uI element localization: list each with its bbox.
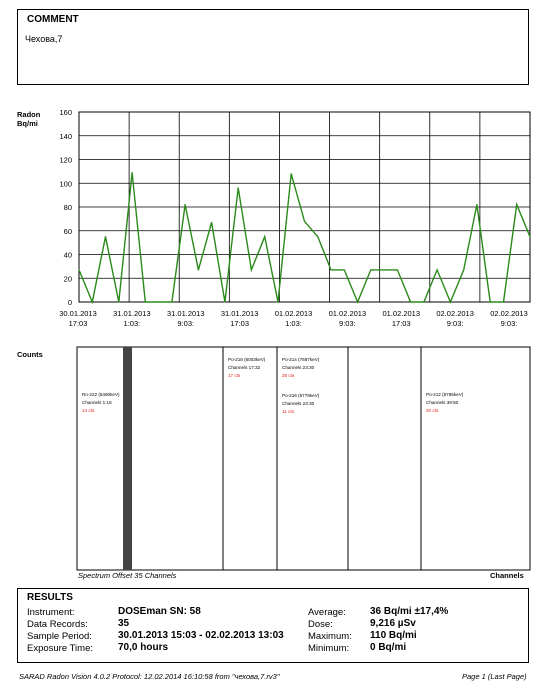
radon-data-point [211, 222, 212, 223]
radon-data-point [198, 269, 199, 270]
radon-data-point [437, 269, 438, 270]
radon-y-tick: 80 [63, 203, 72, 212]
radon-x-tick-date: 02.02.2013 [436, 309, 474, 318]
radon-data-point [291, 173, 292, 174]
radon-chart [0, 0, 553, 340]
peak-channels: Channels 17:32 [228, 365, 261, 370]
footer-protocol: SARAD Radon Vision 4.0.2 Protocol: 12.02.2014 16:10:58 from "чехова,7.rv3" [19, 672, 280, 681]
radon-data-point [264, 236, 265, 237]
results-title: RESULTS [27, 592, 73, 603]
radon-x-tick-date: 01.02.2013 [328, 309, 367, 318]
radon-x-tick-time: 9:03: [446, 319, 464, 328]
radon-data-point [410, 301, 411, 302]
spectrum-frame [77, 347, 530, 570]
footer-page: Page 1 (Last Page) [462, 672, 527, 681]
maximum-label: Maximum: [308, 631, 352, 642]
radon-series-line [79, 173, 530, 302]
radon-data-point [158, 301, 159, 302]
spectrum-ylabel: Counts [17, 350, 43, 359]
radon-y-tick-labels [59, 108, 72, 307]
radon-x-tick-date: 31.01.2013 [220, 309, 259, 318]
peak-name: Po-218 (6003keV) [228, 357, 266, 362]
radon-data-point [450, 301, 451, 302]
radon-data-point [224, 301, 225, 302]
radon-y-tick: 100 [59, 179, 72, 189]
records-value: 35 [118, 618, 130, 629]
radon-x-tick-date: 02.02.2013 [490, 309, 528, 318]
radon-y-tick: 40 [63, 250, 72, 260]
peak-name: Po-216 (6779keV) [282, 393, 320, 398]
radon-data-point [145, 301, 146, 302]
radon-x-tick-labels [59, 309, 528, 328]
radon-y-tick: 0 [67, 298, 72, 307]
peak-channels: Channels 23:30 [282, 365, 315, 370]
peak-counts: 20 cts [426, 408, 439, 413]
spectrum-offset-label: Spectrum Offset 35 Channels [78, 571, 177, 580]
records-label: Data Records: [27, 619, 88, 630]
dose-label: Dose: [308, 619, 333, 630]
radon-data-point [304, 221, 305, 222]
dose-value: 9,216 µSv [370, 618, 416, 629]
radon-data-point [463, 269, 464, 270]
peak-name: Po-214 (7687keV) [282, 357, 320, 362]
radon-x-tick-time: 1:03: [123, 319, 141, 328]
radon-ylabel-line2: Bq/mi [17, 119, 38, 128]
radon-x-tick-date: 31.01.2013 [166, 309, 205, 318]
maximum-value: 110 Bq/mi [370, 630, 417, 641]
radon-data-point [490, 301, 491, 302]
radon-y-tick: 160 [59, 108, 72, 117]
radon-x-tick-time: 9:03: [339, 319, 356, 328]
peak-channels: Channels 23:30 [282, 401, 315, 406]
radon-data-point [251, 269, 252, 270]
radon-data-point [357, 301, 358, 302]
average-value: 36 Bq/mi ±17,4% [370, 606, 449, 617]
peak-channels: Channels 1:16 [82, 400, 112, 405]
radon-data-point [370, 269, 371, 270]
radon-x-tick-time: 17:03 [391, 319, 411, 328]
peak-counts: 14 cts [82, 408, 95, 413]
exposure-value: 70,0 hours [118, 642, 169, 653]
exposure-label: Exposure Time: [27, 643, 93, 654]
minimum-label: Minimum: [308, 643, 350, 654]
radon-x-tick-time: 17:03 [68, 319, 88, 328]
radon-y-tick: 60 [63, 226, 72, 236]
average-label: Average: [308, 607, 346, 618]
radon-data-point [529, 236, 530, 237]
radon-y-tick: 140 [59, 131, 72, 141]
radon-x-tick-time: 9:03: [177, 319, 195, 328]
radon-y-tick: 20 [63, 274, 72, 284]
spectrum-xlabel: Channels [490, 571, 524, 580]
radon-data-point [476, 204, 477, 205]
instrument-label: Instrument: [27, 607, 75, 618]
radon-x-tick-date: 01.02.2013 [382, 309, 421, 318]
instrument-value: DOSEman SN: 58 [118, 606, 201, 617]
peak-name: Rn-222 (5490keV) [82, 392, 120, 397]
radon-data-point [118, 301, 119, 302]
spectrum-chart [0, 340, 553, 580]
period-label: Sample Period: [27, 631, 92, 642]
radon-data-point [383, 269, 384, 270]
radon-data-point [92, 301, 93, 302]
radon-data-point [516, 204, 517, 205]
radon-data-point [423, 301, 424, 302]
radon-ylabel-line1: Radon [17, 110, 41, 119]
radon-y-tick: 120 [59, 155, 72, 165]
radon-data-point [317, 236, 318, 237]
radon-data-point [171, 301, 172, 302]
radon-data-point [78, 269, 79, 270]
radon-x-tick-time: 9:03: [500, 319, 518, 328]
radon-data-point [397, 269, 398, 270]
spectrum-offset-bar [123, 347, 132, 570]
comment-title: COMMENT [27, 14, 79, 25]
radon-data-point [330, 269, 331, 270]
radon-points [78, 172, 530, 303]
peak-counts: 11 cts [282, 409, 294, 414]
minimum-value: 0 Bq/mi [370, 642, 407, 653]
radon-x-tick-date: 31.01.2013 [113, 309, 151, 318]
radon-data-point [344, 269, 345, 270]
radon-x-tick-time: 1:03: [285, 319, 302, 328]
peak-name: Po-212 (8785keV) [426, 392, 464, 397]
radon-data-point [131, 172, 132, 173]
radon-x-tick-time: 17:03 [230, 319, 250, 328]
radon-data-point [277, 301, 278, 302]
radon-x-tick-date: 30.01.2013 [59, 309, 97, 318]
radon-data-point [503, 301, 504, 302]
peak-counts: 26 cts [282, 373, 295, 378]
comment-text: Чехова,7 [25, 34, 63, 44]
period-value: 30.01.2013 15:03 - 02.02.2013 13:03 [118, 630, 284, 641]
peak-counts: 17 cts [228, 373, 241, 378]
peak-channels: Channels 39:50 [426, 400, 459, 405]
radon-data-point [105, 236, 106, 237]
radon-x-tick-date: 01.02.2013 [274, 309, 313, 318]
results-box [17, 588, 529, 663]
radon-data-point [238, 187, 239, 188]
radon-data-point [185, 204, 186, 205]
